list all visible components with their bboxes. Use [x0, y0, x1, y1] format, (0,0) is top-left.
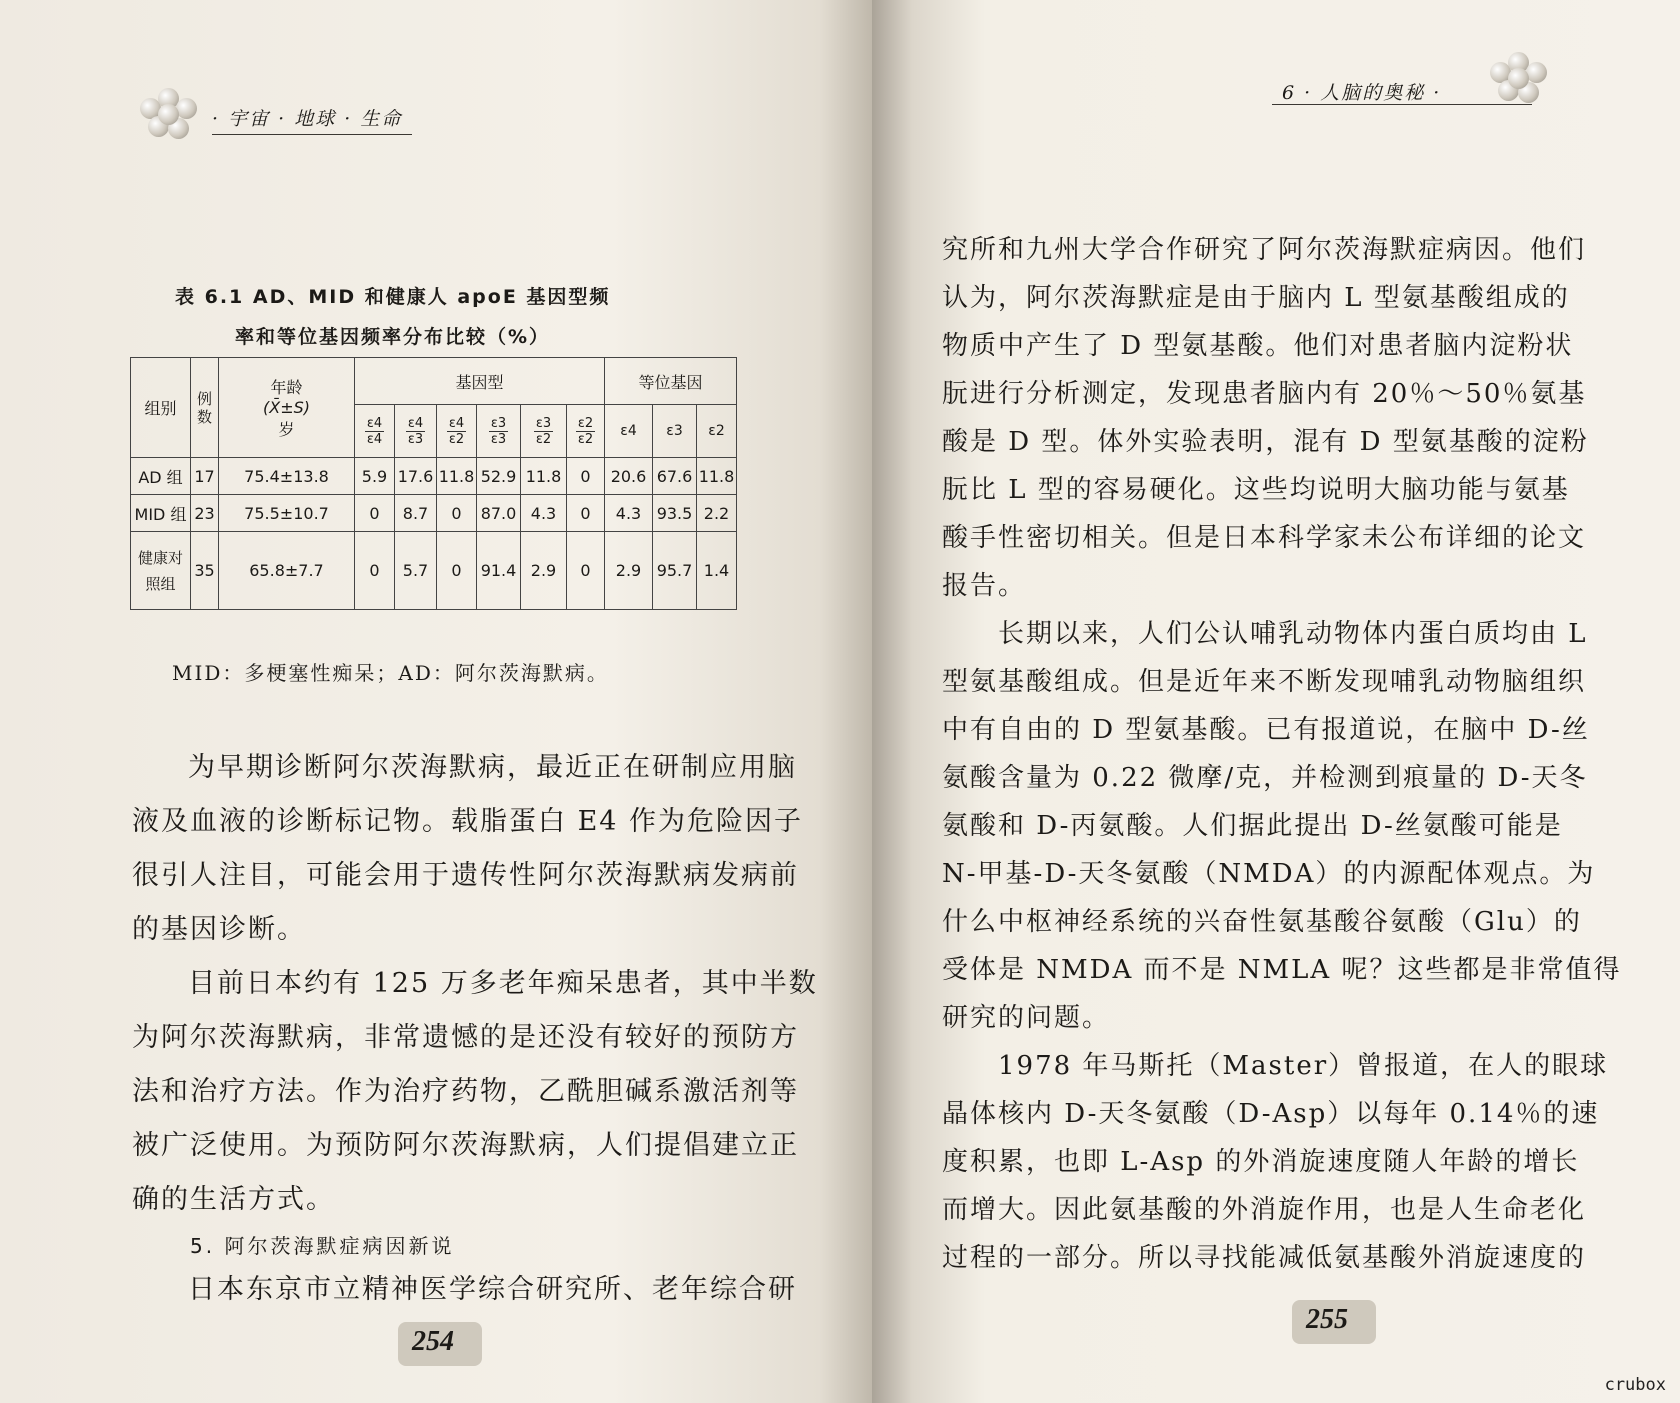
row-count: 35: [191, 532, 219, 610]
row-group: 健康对照组: [131, 532, 191, 610]
paragraph-line: 过程的一部分。所以寻找能减低氨基酸外消旋速度的: [942, 1243, 1587, 1273]
table-row: [131, 532, 737, 610]
genotype-col: $\frac{\varepsilon 3}{\varepsilon 2}$: [521, 405, 567, 458]
paragraph-line: 为阿尔茨海默病，非常遗憾的是还没有较好的预防方: [132, 1022, 799, 1053]
row-age: 75.4±13.8: [219, 458, 355, 495]
page-number-right: 255: [1306, 1304, 1348, 1335]
cell: 0: [437, 495, 477, 532]
cell: 93.5: [653, 495, 697, 532]
genotype-col: $\frac{\varepsilon 4}{\varepsilon 3}$: [395, 405, 437, 458]
paragraph-line: 氨酸和 D-丙氨酸。人们据此提出 D-丝氨酸可能是: [942, 811, 1563, 841]
cell: 2.2: [697, 495, 737, 532]
paragraph-line: 液及血液的诊断标记物。载脂蛋白 E4 作为危险因子: [132, 806, 804, 837]
paragraph-line: 1978 年马斯托（Master）曾报道，在人的眼球: [998, 1051, 1609, 1081]
cell: 0: [355, 495, 395, 532]
age-label: 年龄: [270, 378, 303, 397]
allele-col: ε3: [653, 405, 697, 458]
paragraph-line: 物质中产生了 D 型氨基酸。他们对患者脑内淀粉状: [942, 331, 1574, 361]
age-unit: 岁: [278, 420, 295, 439]
row-count: 17: [191, 458, 219, 495]
section-heading: 5. 阿尔茨海默症病因新说: [190, 1234, 455, 1258]
genotype-col: $\frac{\varepsilon 4}{\varepsilon 2}$: [437, 405, 477, 458]
cell: 0: [567, 458, 605, 495]
paragraph-line: 长期以来，人们公认哺乳动物体内蛋白质均由 L: [998, 619, 1588, 649]
paragraph-line: 朊比 L 型的容易硬化。这些均说明大脑功能与氨基: [942, 475, 1570, 505]
cell: 2.9: [605, 532, 653, 610]
row-age: 75.5±10.7: [219, 495, 355, 532]
paragraph-line: 日本东京市立精神医学综合研究所、老年综合研: [188, 1274, 797, 1305]
genotype-col: $\frac{\varepsilon 3}{\varepsilon 3}$: [477, 405, 521, 458]
paragraph-line: 型氨基酸组成。但是近年来不断发现哺乳动物脑组织: [942, 667, 1587, 697]
row-group: AD 组: [131, 458, 191, 495]
paragraph-line: 什么中枢神经系统的兴奋性氨基酸谷氨酸（Glu）的: [942, 907, 1582, 937]
paragraph-line: 酸手性密切相关。但是日本科学家未公布详细的论文: [942, 523, 1587, 553]
paragraph-line: N-甲基-D-天冬氨酸（NMDA）的内源配体观点。为: [942, 859, 1596, 889]
cell: 20.6: [605, 458, 653, 495]
molecule-ornament-icon: [140, 88, 202, 144]
cell: 11.8: [437, 458, 477, 495]
paragraph-line: 目前日本约有 125 万多老年痴呆患者，其中半数: [188, 968, 818, 999]
genotype-table: [130, 357, 737, 610]
paragraph-line: 酸是 D 型。体外实验表明，混有 D 型氨基酸的淀粉: [942, 427, 1589, 457]
paragraph-line: 的基因诊断。: [132, 914, 306, 945]
paragraph-line: 法和治疗方法。作为治疗药物，乙酰胆碱系激活剂等: [132, 1076, 799, 1107]
cell: 4.3: [605, 495, 653, 532]
genotype-col: $\frac{\varepsilon 4}{\varepsilon 4}$: [355, 405, 395, 458]
cell: 11.8: [697, 458, 737, 495]
cell: 87.0: [477, 495, 521, 532]
paragraph-line: 被广泛使用。为预防阿尔茨海默病，人们提倡建立正: [132, 1130, 799, 1161]
cell: 2.9: [521, 532, 567, 610]
row-age: 65.8±7.7: [219, 532, 355, 610]
cell: 0: [355, 532, 395, 610]
allele-col: ε4: [605, 405, 653, 458]
header-count: 例数: [191, 358, 219, 458]
paragraph-line: 究所和九州大学合作研究了阿尔茨海默症病因。他们: [942, 235, 1587, 265]
table-row: [131, 458, 737, 495]
cell: 11.8: [521, 458, 567, 495]
cell: 17.6: [395, 458, 437, 495]
cell: 0: [567, 532, 605, 610]
paragraph-line: 很引人注目，可能会用于遗传性阿尔茨海默病发病前: [132, 860, 799, 891]
cell: 0: [437, 532, 477, 610]
paragraph-line: 中有自由的 D 型氨基酸。已有报道说，在脑中 D-丝: [942, 715, 1590, 745]
cell: 95.7: [653, 532, 697, 610]
cell: 8.7: [395, 495, 437, 532]
paragraph-line: 而增大。因此氨基酸的外消旋作用，也是人生命老化: [942, 1195, 1587, 1225]
paragraph-line: 确的生活方式。: [132, 1184, 335, 1215]
allele-header: 等位基因: [605, 358, 737, 405]
paragraph-line: 为早期诊断阿尔茨海默病，最近正在研制应用脑: [188, 752, 797, 783]
table-row: [131, 495, 737, 532]
table-footnote: MID：多梗塞性痴呆；AD：阿尔茨海默病。: [172, 661, 609, 685]
molecule-ornament-icon: [1490, 52, 1552, 108]
genotype-col: $\frac{\varepsilon 2}{\varepsilon 2}$: [567, 405, 605, 458]
cell: 1.4: [697, 532, 737, 610]
running-header-left: · 宇宙 · 地球 · 生命: [212, 108, 403, 130]
paragraph-line: 研究的问题。: [942, 1003, 1111, 1033]
cell: 5.9: [355, 458, 395, 495]
paragraph-line: 度积累，也即 L-Asp 的外消旋速度随人年龄的增长: [942, 1147, 1580, 1177]
table-caption-line1: 表 6.1 AD、MID 和健康人 apoE 基因型频: [175, 286, 611, 308]
row-group: MID 组: [131, 495, 191, 532]
cell: 0: [567, 495, 605, 532]
header-rule: [212, 134, 412, 135]
age-formula: (X̄±S): [262, 398, 310, 417]
right-page: [872, 0, 1680, 1403]
paragraph-line: 认为，阿尔茨海默症是由于脑内 L 型氨基酸组成的: [942, 283, 1570, 313]
cell: 52.9: [477, 458, 521, 495]
running-header-right: 6 · 人脑的奥秘 ·: [1282, 82, 1442, 104]
paragraph-line: 晶体核内 D-天冬氨酸（D-Asp）以每年 0.14％的速: [942, 1099, 1600, 1129]
genotype-header: 基因型: [355, 358, 605, 405]
row-count: 23: [191, 495, 219, 532]
cell: 4.3: [521, 495, 567, 532]
header-group: 组别: [131, 358, 191, 458]
header-age: [219, 358, 355, 458]
paragraph-line: 报告。: [942, 571, 1027, 601]
watermark-text: crubox: [1604, 1375, 1666, 1395]
cell: 5.7: [395, 532, 437, 610]
cell: 91.4: [477, 532, 521, 610]
page-number-left: 254: [412, 1326, 454, 1357]
paragraph-line: 氨酸含量为 0.22 微摩/克，并检测到痕量的 D-天冬: [942, 763, 1588, 793]
cell: 67.6: [653, 458, 697, 495]
paragraph-line: 受体是 NMDA 而不是 NMLA 呢？这些都是非常值得: [942, 955, 1622, 985]
allele-col: ε2: [697, 405, 737, 458]
paragraph-line: 朊进行分析测定，发现患者脑内有 20％～50％氨基: [942, 379, 1587, 409]
table-caption-line2: 率和等位基因频率分布比较（%）: [235, 326, 551, 348]
